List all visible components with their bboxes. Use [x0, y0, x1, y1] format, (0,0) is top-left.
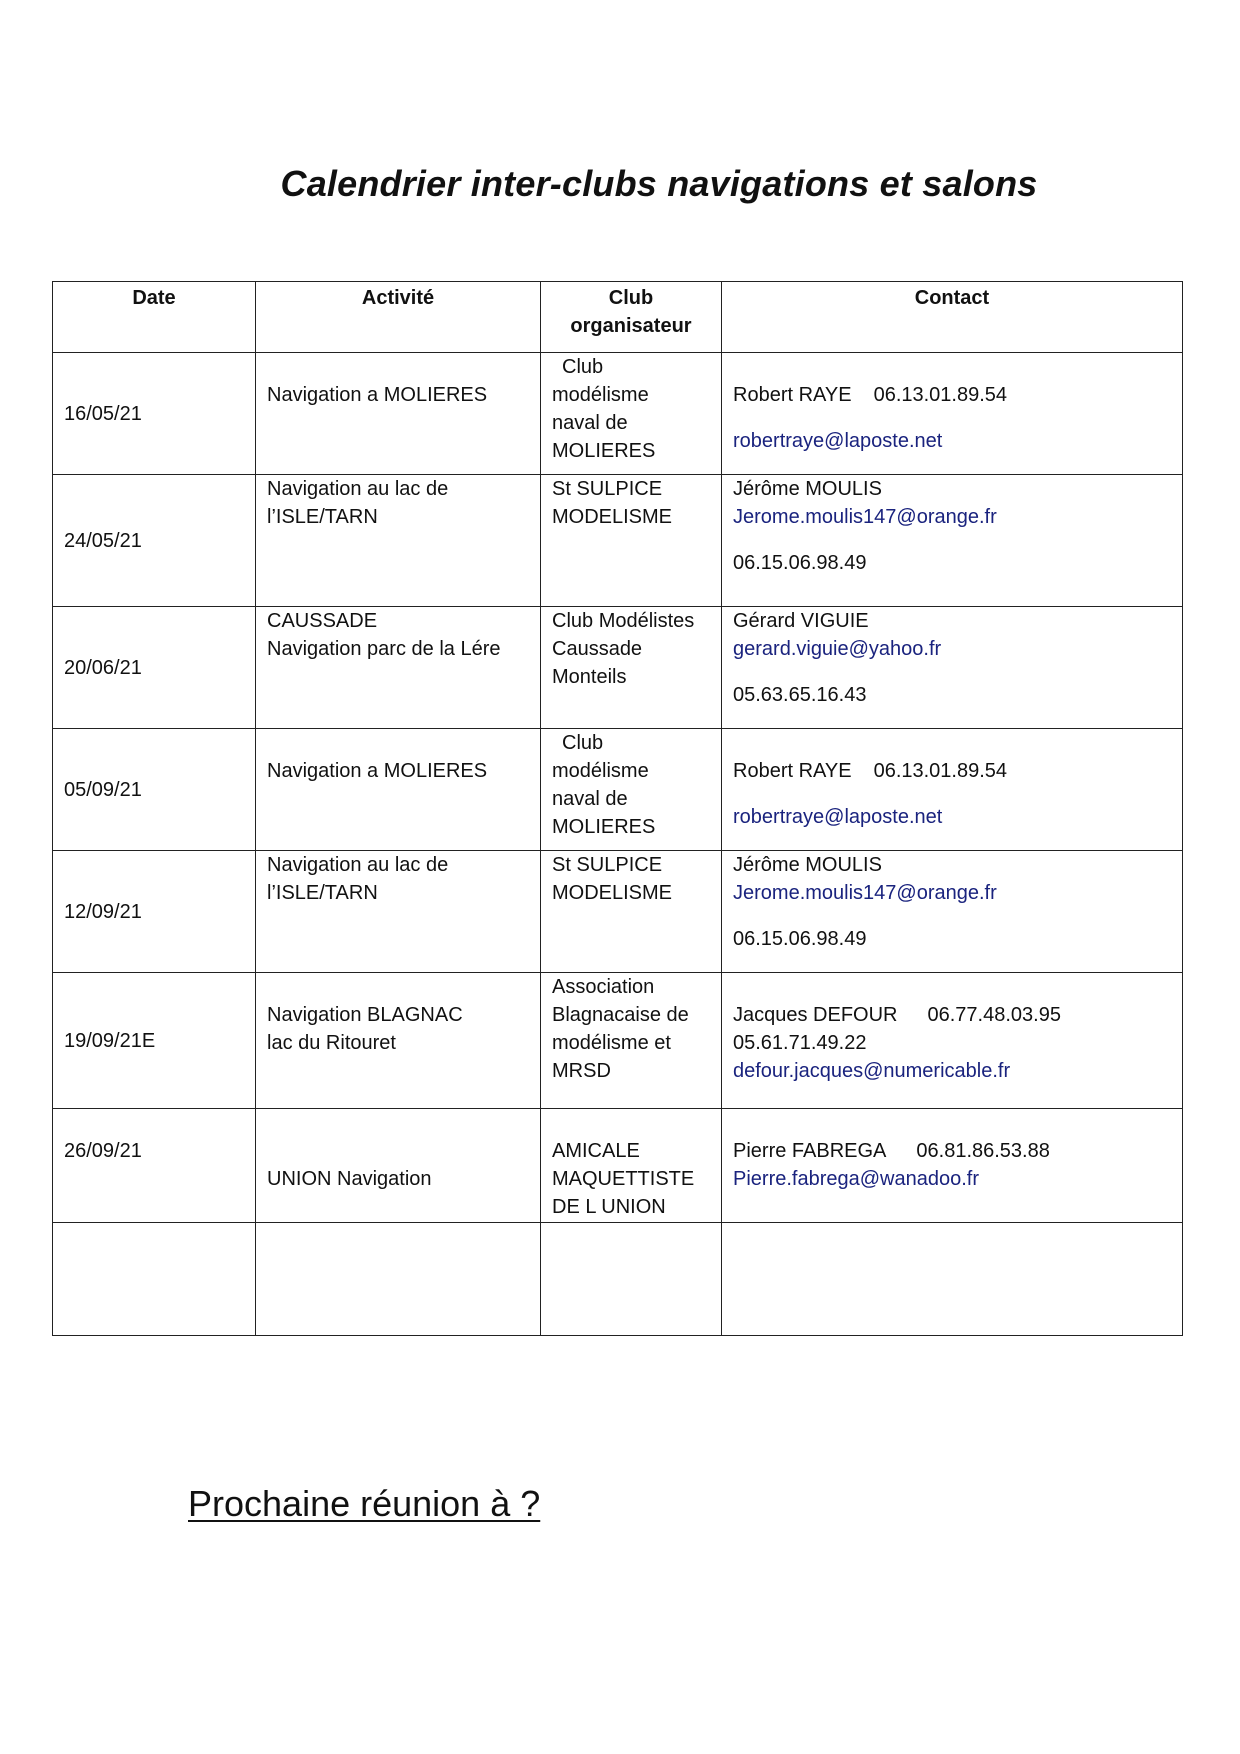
- contact-name: Gérard VIGUIE: [733, 610, 869, 632]
- table-row: [53, 475, 1183, 607]
- table-row: [53, 1109, 1183, 1223]
- contact-phone: 05.63.65.16.43: [733, 684, 867, 706]
- table-row: [53, 729, 1183, 851]
- activite-line: l’ISLE/TARN: [267, 506, 378, 528]
- calendar-table: [52, 281, 1183, 1336]
- page-title: Calendrier inter-clubs navigations et salons: [280, 163, 1038, 204]
- contact-email-link[interactable]: Jerome.moulis147@orange.fr: [733, 882, 997, 904]
- club-line: MODELISME: [552, 506, 673, 528]
- activite-line: Navigation a MOLIERES: [267, 760, 488, 782]
- cell-empty: [722, 1223, 1183, 1336]
- date-text: 26/09/21: [64, 1140, 142, 1162]
- cell-club: [541, 353, 722, 475]
- activite-line: Navigation au lac de: [267, 854, 449, 876]
- club-line: modélisme: [552, 384, 649, 406]
- contact-phone: 06.15.06.98.49: [733, 928, 867, 950]
- spacer: [733, 409, 1171, 427]
- table-row-empty: [53, 1223, 1183, 1336]
- cell-date: 12/09/21: [53, 851, 256, 973]
- table-row: [53, 851, 1183, 973]
- contact-name-line: [733, 757, 1171, 785]
- cell-contact: [722, 851, 1183, 973]
- club-line: naval de: [552, 788, 628, 810]
- cell-date: [53, 1109, 256, 1223]
- club-line: MOLIERES: [552, 816, 656, 838]
- contact-phone: 06.81.86.53.88: [916, 1140, 1050, 1162]
- activite-line: l’ISLE/TARN: [267, 882, 378, 904]
- header-club-line2: organisateur: [570, 315, 692, 337]
- spacer: [733, 663, 1171, 681]
- cell-club: [541, 729, 722, 851]
- activite-line: lac du Ritouret: [267, 1032, 396, 1054]
- cell-contact: [722, 1109, 1183, 1223]
- table-row: [53, 353, 1183, 475]
- club-line: MODELISME: [552, 882, 673, 904]
- contact-name-line: [733, 1137, 1171, 1165]
- activite-line: Navigation au lac de: [267, 478, 449, 500]
- cell-contact: [722, 475, 1183, 607]
- contact-email-link[interactable]: robertraye@laposte.net: [733, 806, 943, 828]
- cell-contact: [722, 353, 1183, 475]
- contact-name: Robert RAYE: [733, 760, 852, 782]
- contact-email-link[interactable]: defour.jacques@numericable.fr: [733, 1060, 1011, 1082]
- cell-contact: [722, 973, 1183, 1109]
- cell-date: 05/09/21: [53, 729, 256, 851]
- cell-activite: [256, 973, 541, 1109]
- club-line: St SULPICE: [552, 854, 663, 876]
- contact-name: Robert RAYE: [733, 384, 852, 406]
- header-club: [541, 282, 722, 353]
- contact-email-link[interactable]: robertraye@laposte.net: [733, 430, 943, 452]
- spacer: [733, 531, 1171, 549]
- contact-email-link[interactable]: gerard.viguie@yahoo.fr: [733, 638, 942, 660]
- activite-line: Navigation BLAGNAC: [267, 1004, 463, 1026]
- contact-phone: 06.13.01.89.54: [873, 384, 1008, 406]
- cell-date: 20/06/21: [53, 607, 256, 729]
- contact-email-link[interactable]: Jerome.moulis147@orange.fr: [733, 506, 997, 528]
- contact-phone: 06.13.01.89.54: [873, 760, 1008, 782]
- cell-activite: [256, 1109, 541, 1223]
- cell-date: 19/09/21E: [53, 973, 256, 1109]
- table-row: [53, 607, 1183, 729]
- cell-activite: [256, 353, 541, 475]
- activite-line: Navigation parc de la Lére: [267, 638, 501, 660]
- cell-contact: [722, 729, 1183, 851]
- contact-email-link[interactable]: Pierre.fabrega@wanadoo.fr: [733, 1168, 979, 1190]
- activite-line: Navigation a MOLIERES: [267, 384, 488, 406]
- club-line: Club Modélistes: [552, 610, 695, 632]
- club-line: Club: [562, 732, 604, 754]
- cell-empty: [53, 1223, 256, 1336]
- header-contact: Contact: [722, 282, 1183, 353]
- contact-name: Jérôme MOULIS: [733, 854, 882, 876]
- cell-club: [541, 1109, 722, 1223]
- table-header-row: [53, 282, 1183, 353]
- club-line: MOLIERES: [552, 440, 656, 462]
- contact-name: Jacques DEFOUR: [733, 1004, 898, 1026]
- cell-contact: [722, 607, 1183, 729]
- contact-phone-2: 05.61.71.49.22: [733, 1032, 867, 1054]
- table-row: [53, 973, 1183, 1109]
- cell-activite: [256, 475, 541, 607]
- cell-club: [541, 973, 722, 1109]
- club-line: modélisme et: [552, 1032, 671, 1054]
- contact-name-line: [733, 1001, 1171, 1029]
- cell-club: [541, 851, 722, 973]
- club-line: St SULPICE: [552, 478, 663, 500]
- cell-activite: [256, 729, 541, 851]
- club-line: Caussade: [552, 638, 643, 660]
- cell-date: 24/05/21: [53, 475, 256, 607]
- cell-empty: [256, 1223, 541, 1336]
- club-line: MRSD: [552, 1060, 611, 1082]
- activite-line: UNION Navigation: [267, 1168, 432, 1190]
- club-line: Monteils: [552, 666, 627, 688]
- spacer: [733, 907, 1171, 925]
- club-line: DE L UNION: [552, 1196, 666, 1218]
- cell-club: [541, 475, 722, 607]
- club-line: naval de: [552, 412, 628, 434]
- contact-name-line: [733, 381, 1171, 409]
- club-line: Association: [552, 976, 655, 998]
- cell-activite: [256, 607, 541, 729]
- next-meeting-heading: Prochaine réunion à ?: [188, 1483, 541, 1524]
- club-line: modélisme: [552, 760, 649, 782]
- club-line: AMICALE: [552, 1140, 640, 1162]
- spacer: [733, 785, 1171, 803]
- cell-club: [541, 607, 722, 729]
- contact-phone: 06.77.48.03.95: [927, 1004, 1061, 1026]
- header-club-line1: Club: [608, 287, 654, 309]
- cell-empty: [541, 1223, 722, 1336]
- cell-date: 16/05/21: [53, 353, 256, 475]
- club-line: MAQUETTISTE: [552, 1168, 695, 1190]
- club-line: Blagnacaise de: [552, 1004, 689, 1026]
- activite-line: CAUSSADE: [267, 610, 378, 632]
- contact-phone: 06.15.06.98.49: [733, 552, 867, 574]
- header-date: Date: [53, 282, 256, 353]
- contact-name: Jérôme MOULIS: [733, 478, 882, 500]
- header-activite: Activité: [256, 282, 541, 353]
- contact-name: Pierre FABREGA: [733, 1140, 887, 1162]
- cell-activite: [256, 851, 541, 973]
- club-line: Club: [562, 356, 604, 378]
